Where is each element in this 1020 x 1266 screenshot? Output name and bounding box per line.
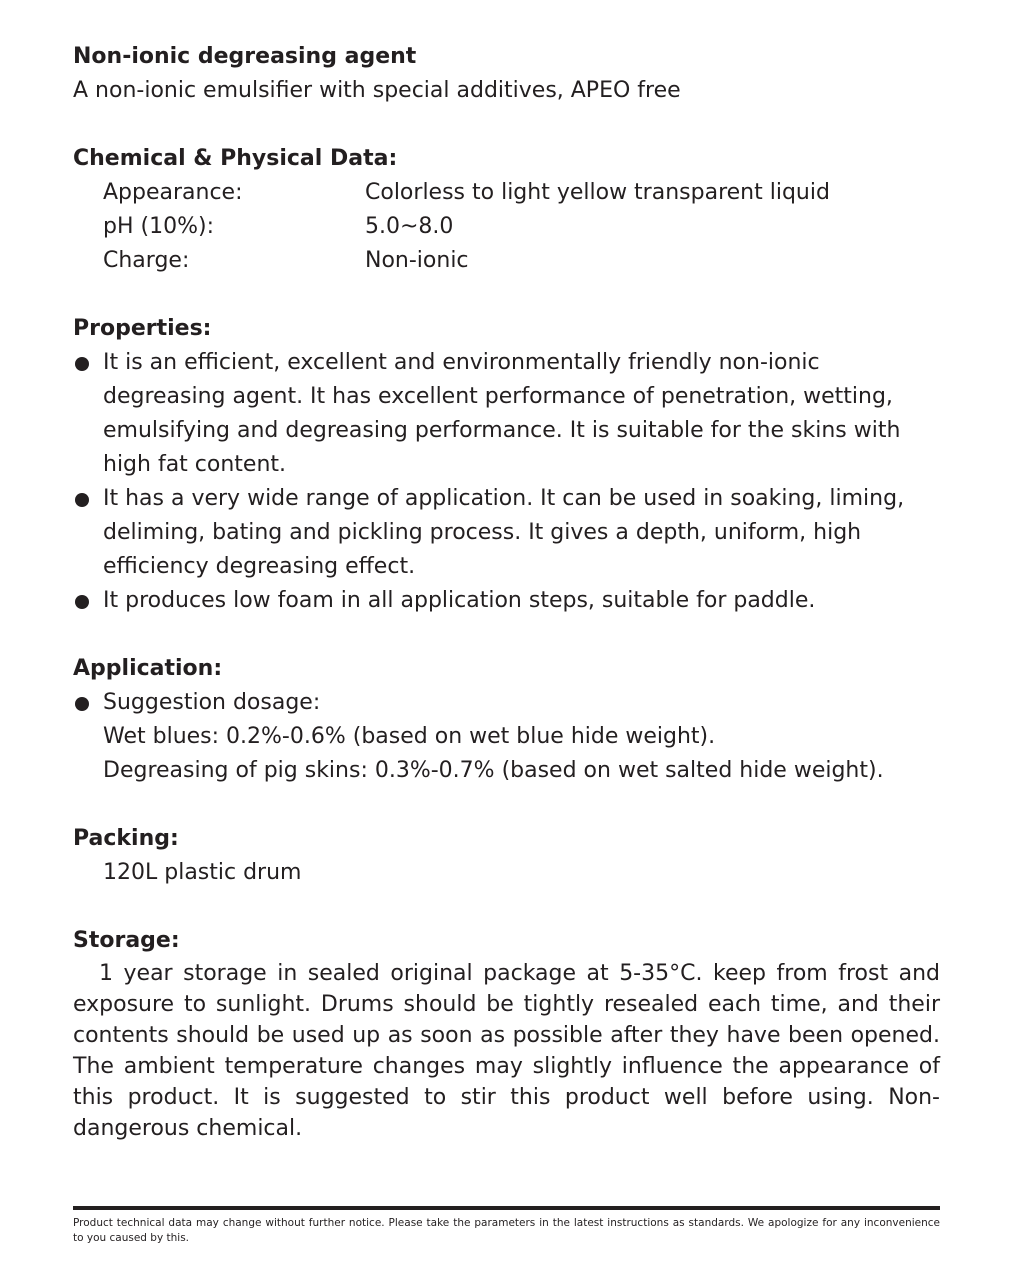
bullet-icon bbox=[75, 357, 89, 371]
list-item-text: It has a very wide range of application. It can be used in soaking, liming, deliming, bating and pickling process. It gives a depth, uniform, high efficiency degreasing effect. bbox=[103, 486, 905, 579]
packing-section bbox=[73, 822, 940, 890]
bullet-icon bbox=[75, 493, 89, 507]
footer-note: Product technical data may change without further notice. Please take the parameters in the latest instructions as standards. We apologize for any inconvenience to you caused by this. bbox=[73, 1217, 940, 1244]
list-item bbox=[73, 346, 940, 482]
data-label: Appearance: bbox=[103, 180, 243, 205]
application-heading: Application: bbox=[73, 656, 223, 681]
list-item bbox=[73, 482, 940, 584]
bullet-icon bbox=[75, 595, 89, 609]
data-label: pH (10%): bbox=[103, 214, 214, 239]
list-item-text: Suggestion dosage: bbox=[103, 690, 321, 715]
data-value: Non-ionic bbox=[365, 248, 469, 273]
list-item bbox=[73, 584, 940, 618]
data-label: Charge: bbox=[103, 248, 190, 273]
chemical-section bbox=[73, 142, 940, 278]
list-item bbox=[73, 686, 940, 720]
properties-section bbox=[73, 312, 940, 618]
list-item-text: It is an efficient, excellent and environmentally friendly non-ionic degreasing agent. It has excellent performance of penetration, wetting, emulsifying and degreasing performance. It is suitable for the skins with high fat content. bbox=[103, 350, 901, 477]
list-item-text: It produces low foam in all application steps, suitable for paddle. bbox=[103, 588, 816, 613]
properties-list bbox=[73, 346, 940, 618]
packing-text: 120L plastic drum bbox=[103, 860, 302, 885]
data-row-charge bbox=[73, 244, 940, 278]
packing-heading: Packing: bbox=[73, 826, 179, 851]
chemical-heading: Chemical & Physical Data: bbox=[73, 146, 398, 171]
document-body bbox=[73, 40, 940, 1144]
product-title: Non-ionic degreasing agent bbox=[73, 44, 417, 69]
dosage-line: Degreasing of pig skins: 0.3%-0.7% (based on wet salted hide weight). bbox=[103, 758, 884, 783]
data-value: Colorless to light yellow transparent liquid bbox=[365, 180, 830, 205]
footer bbox=[73, 1206, 940, 1246]
storage-text: 1 year storage in sealed original package at 5-35°C. keep from frost and exposure to sunlight. Drums should be tightly resealed each time, and their contents should be used up as soon as possible after they have been opened. The ambient temperature changes may slightly influence the appearance of this product. It is suggested to stir this product well before using. Non-dangerous chemical. bbox=[73, 961, 940, 1141]
application-section bbox=[73, 652, 940, 788]
product-subtitle: A non-ionic emulsifier with special additives, APEO free bbox=[73, 78, 681, 103]
properties-heading: Properties: bbox=[73, 316, 212, 341]
storage-heading: Storage: bbox=[73, 928, 180, 953]
storage-section bbox=[73, 924, 940, 1144]
data-row-ph bbox=[73, 210, 940, 244]
bullet-icon bbox=[75, 697, 89, 711]
data-value: 5.0~8.0 bbox=[365, 214, 454, 239]
data-row-appearance bbox=[73, 176, 940, 210]
dosage-line: Wet blues: 0.2%-0.6% (based on wet blue hide weight). bbox=[103, 724, 716, 749]
footer-divider bbox=[73, 1206, 940, 1210]
